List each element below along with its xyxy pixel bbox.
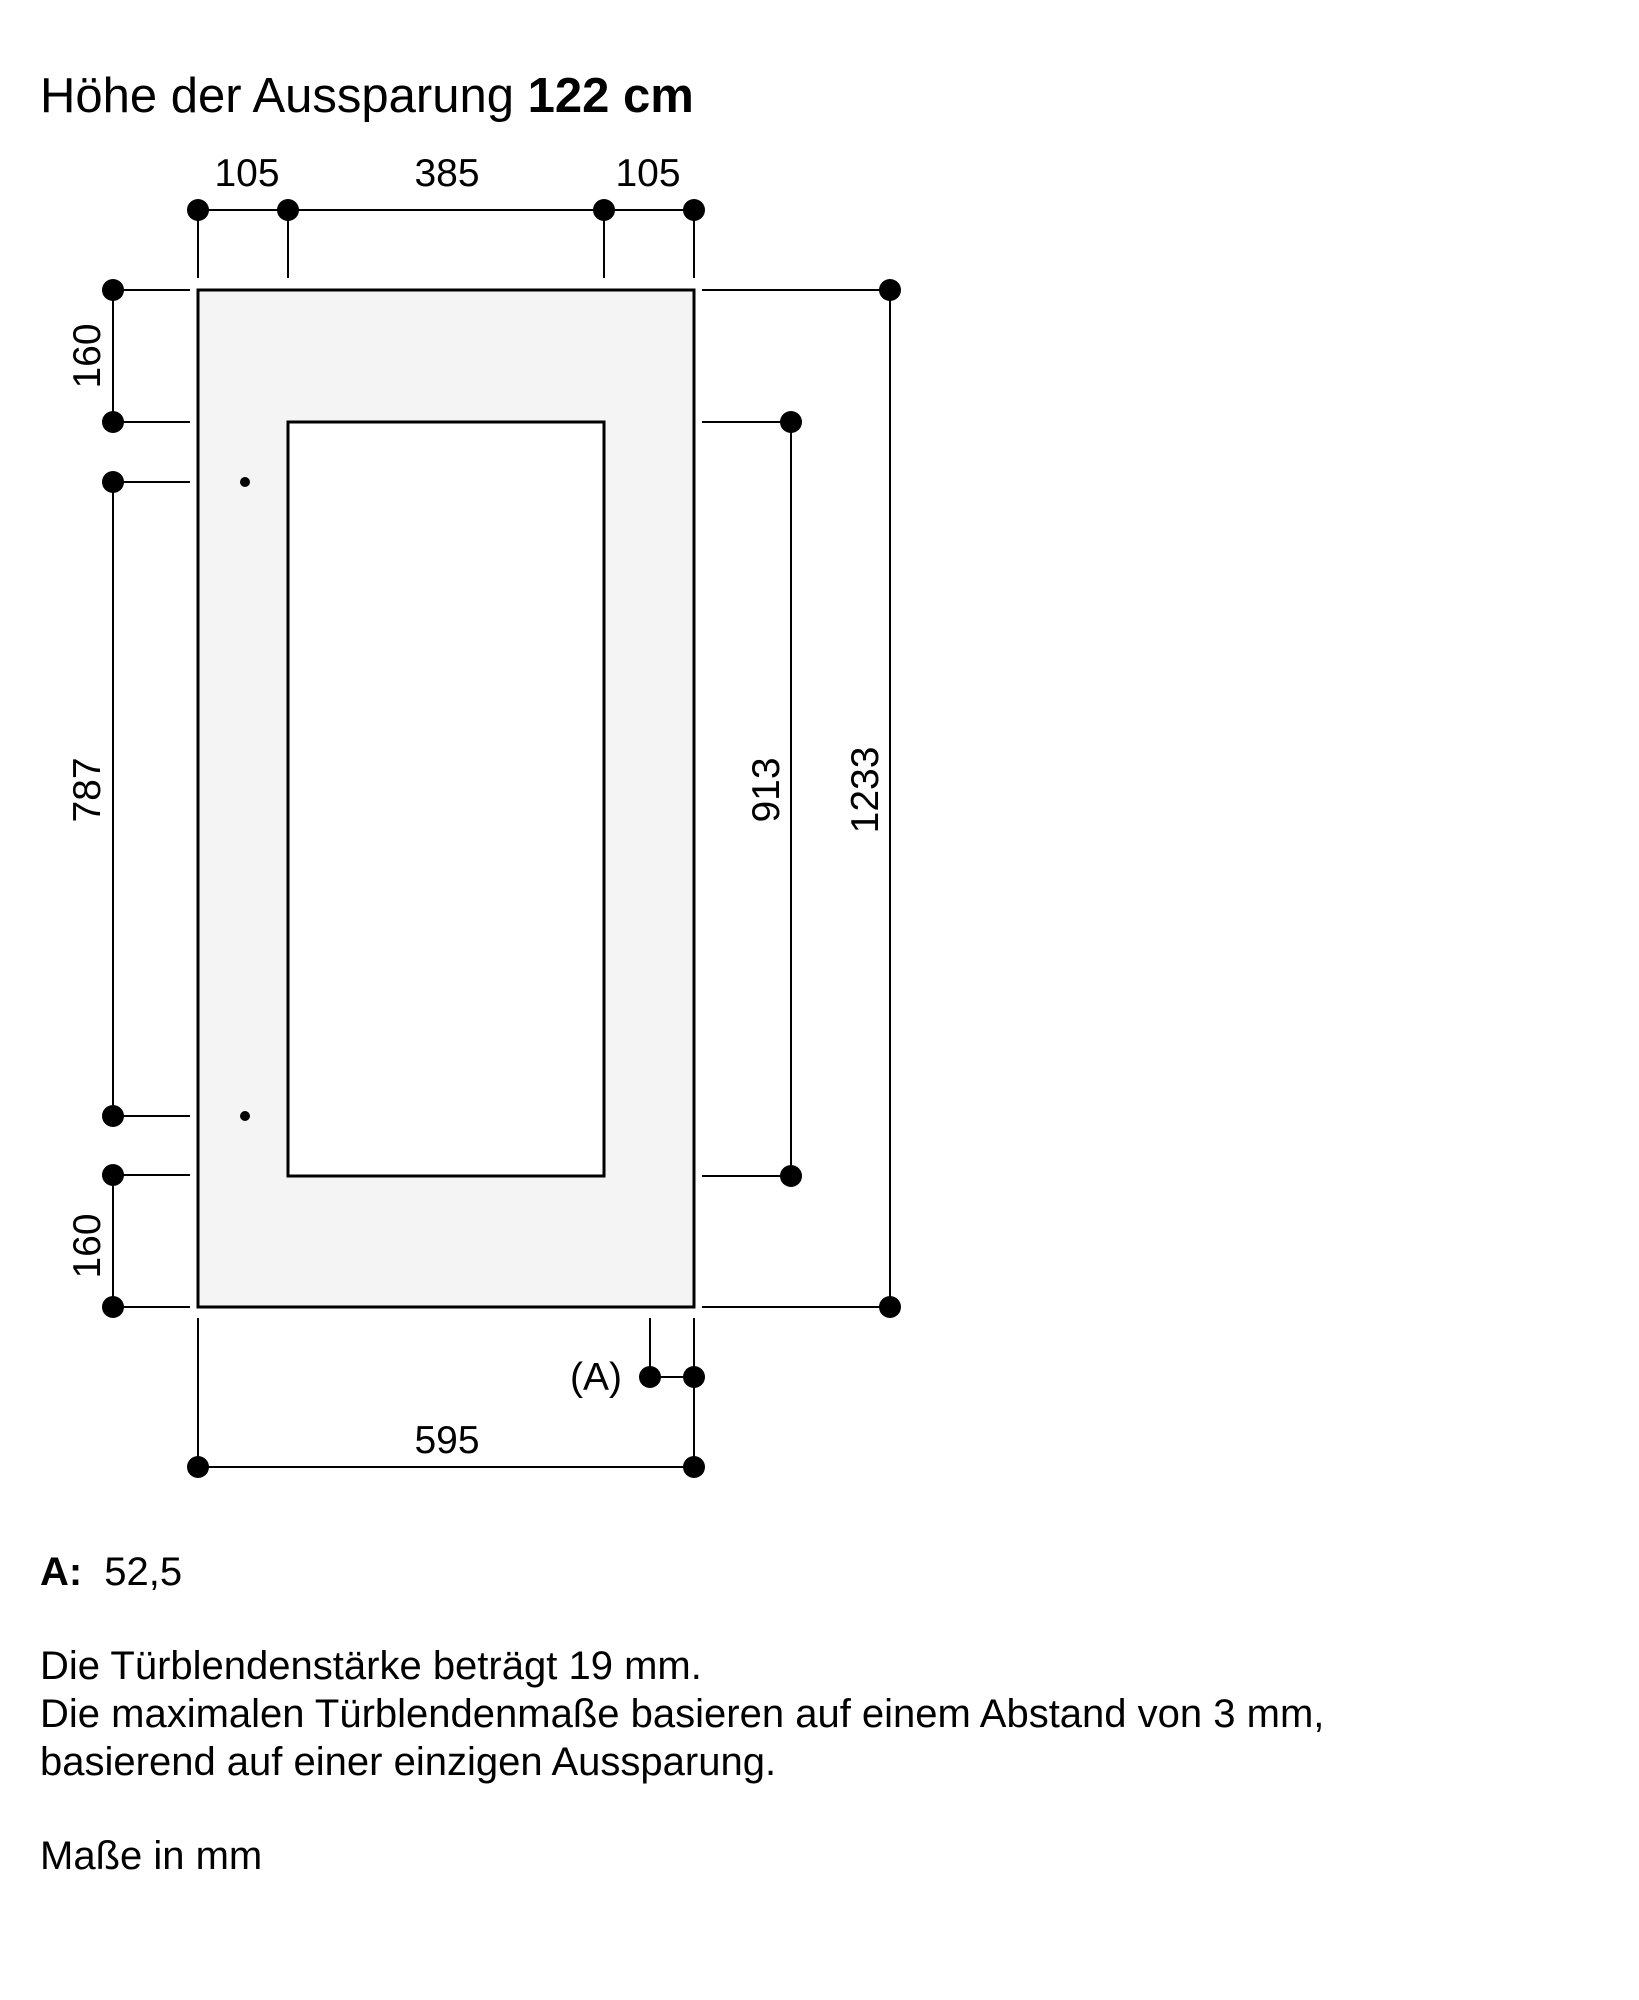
dim-label-top-right: 105 bbox=[615, 152, 681, 195]
note-thickness: Die Türblendenstärke beträgt 19 mm. bbox=[40, 1644, 702, 1688]
units-note: Maße in mm bbox=[40, 1834, 263, 1878]
legend-value: 52,5 bbox=[104, 1550, 183, 1594]
legend-a bbox=[40, 1548, 182, 1596]
dim-point bbox=[879, 1296, 901, 1318]
dim-point bbox=[102, 1105, 124, 1127]
title-bold: 122 cm bbox=[527, 69, 694, 123]
dim-point bbox=[187, 199, 209, 221]
dim-point bbox=[277, 199, 299, 221]
dim-label-left-top: 160 bbox=[66, 323, 109, 389]
dim-point bbox=[102, 1296, 124, 1318]
callout-a-label: (A) bbox=[569, 1356, 622, 1399]
title-regular: Höhe der Aussparung bbox=[40, 69, 528, 123]
dim-point bbox=[102, 1164, 124, 1186]
callout-a-dimension bbox=[650, 1318, 694, 1467]
window-cutout bbox=[288, 422, 604, 1176]
dim-point bbox=[780, 411, 802, 433]
left-dimension-chain bbox=[113, 290, 190, 1307]
dim-label-right-inner: 913 bbox=[745, 757, 788, 823]
dim-point bbox=[639, 1366, 661, 1388]
dim-label-left-bottom: 160 bbox=[66, 1213, 109, 1279]
hinge-hole-top bbox=[240, 477, 250, 487]
legend-key: A: bbox=[40, 1550, 83, 1594]
dim-label-top-middle: 385 bbox=[414, 152, 480, 195]
dim-point bbox=[683, 1366, 705, 1388]
dim-point bbox=[102, 411, 124, 433]
dim-point bbox=[187, 1456, 209, 1478]
dim-point bbox=[102, 279, 124, 301]
top-dimension-chain bbox=[198, 210, 694, 278]
dim-point bbox=[102, 471, 124, 493]
dim-label-right-outer: 1233 bbox=[844, 746, 887, 834]
note-max-dimensions: Die maximalen Türblendenmaße basieren auf einem Abstand von 3 mm, bbox=[40, 1692, 1325, 1736]
dim-label-top-left: 105 bbox=[214, 152, 280, 195]
note-single-recess: basierend auf einer einzigen Aussparung. bbox=[40, 1740, 777, 1784]
dim-label-bottom-width: 595 bbox=[414, 1419, 480, 1462]
dim-point bbox=[683, 199, 705, 221]
hinge-hole-bottom bbox=[240, 1111, 250, 1121]
dim-point bbox=[593, 199, 615, 221]
dim-label-left-middle: 787 bbox=[66, 757, 109, 823]
dim-point bbox=[879, 279, 901, 301]
dim-point bbox=[780, 1165, 802, 1187]
dim-point bbox=[683, 1456, 705, 1478]
